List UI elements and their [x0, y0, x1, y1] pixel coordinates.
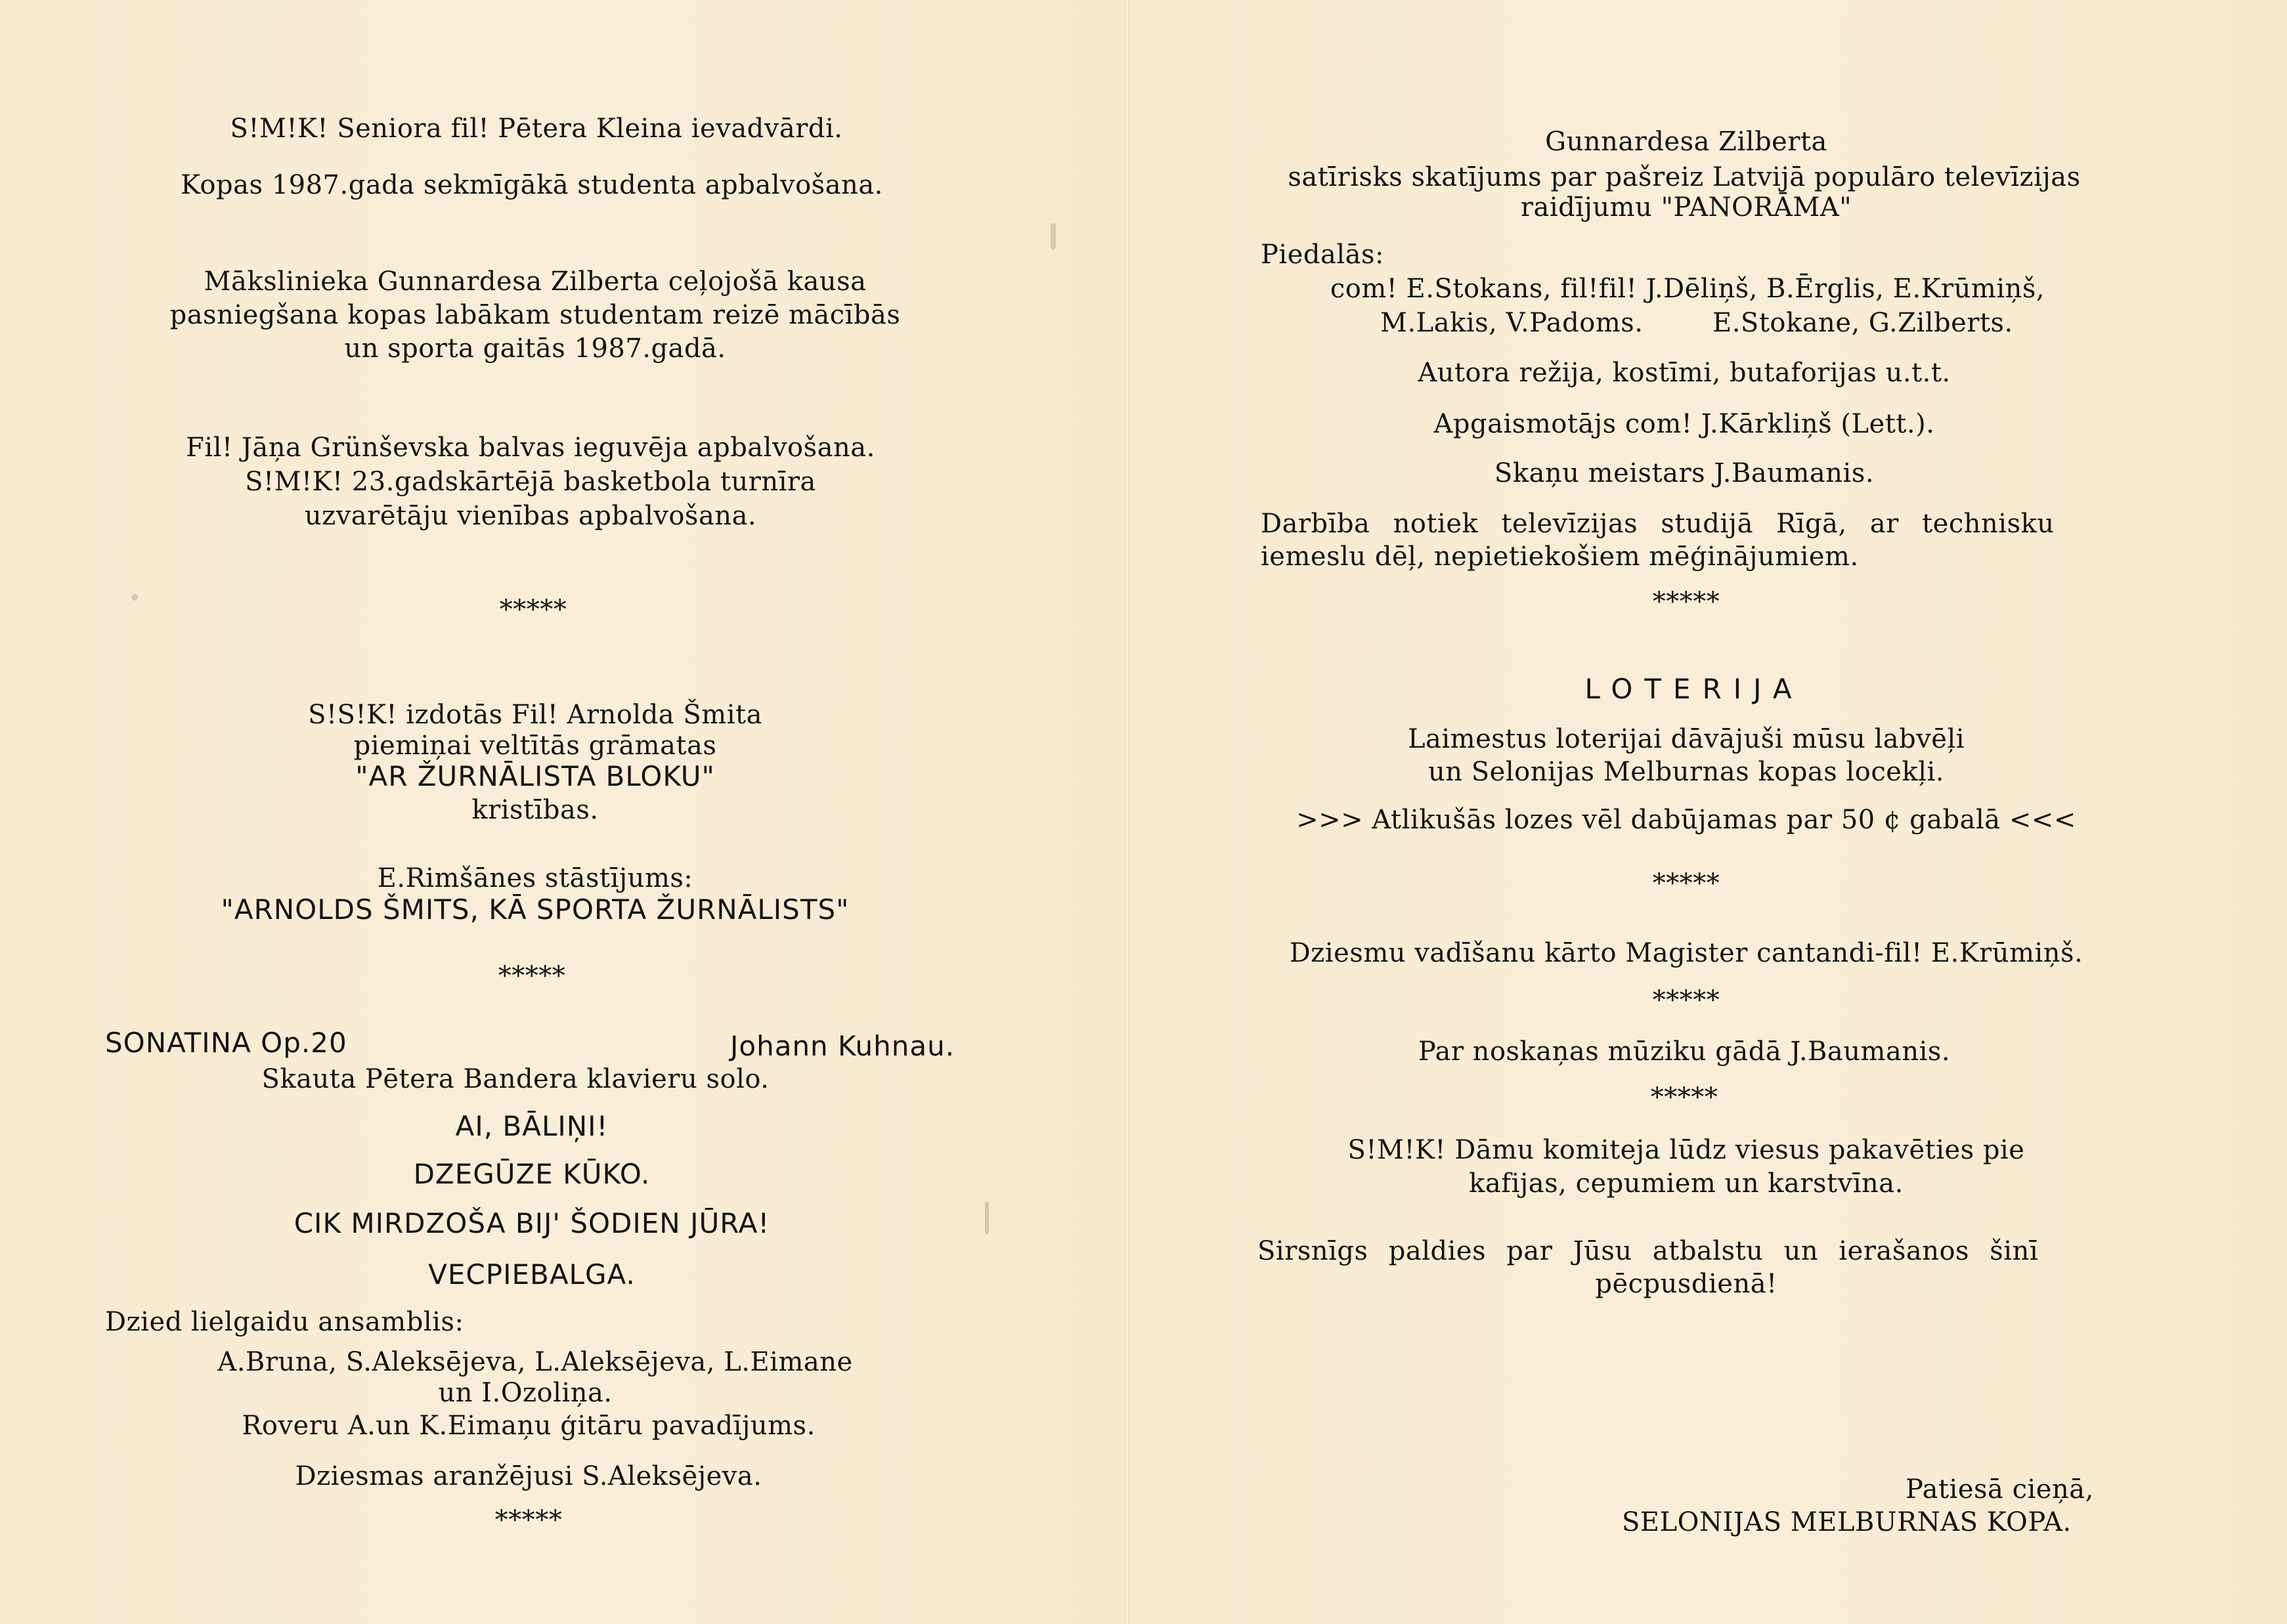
- separator: *****: [498, 961, 566, 991]
- sound-line: Skaņu meistars J.Baumanis.: [1494, 458, 1875, 488]
- arranged-line: Dziesmas aranžējusi S.Aleksējeva.: [295, 1461, 762, 1491]
- story-title: "ARNOLDS ŠMITS, KĀ SPORTA ŽURNĀLISTS": [221, 893, 850, 926]
- tickets-line: >>> Atlikušās lozes vēl dabūjamas par 50 ¢ gabalā <<<: [1296, 805, 2076, 835]
- lottery-title: LOTERIJA: [1584, 673, 1804, 705]
- ensemble-label: Dzied lielgaidu ansamblis:: [105, 1307, 464, 1337]
- music-line: Par noskaņas mūziku gādā J.Baumanis.: [1418, 1036, 1951, 1067]
- ink-speck: [985, 1201, 989, 1234]
- prize-line-1: Fil! Jāņa Grünševska balvas ieguvēja apbalvošana.: [186, 433, 875, 463]
- song-3: CIK MIRDZOŠA BIJ' ŠODIEN JŪRA!: [294, 1207, 770, 1239]
- composer: Johann Kuhnau.: [730, 1030, 955, 1062]
- signature: SELONIJAS MELBURNAS KOPA.: [1622, 1507, 2072, 1537]
- separator: *****: [494, 1505, 563, 1535]
- book-line-1: S!S!K! izdotās Fil! Arnolda Šmita: [308, 700, 762, 730]
- ink-speck: [131, 594, 138, 601]
- thanks-line-1: Sirsnīgs paldies par Jūsu atbalstu un ierašanos šinī: [1257, 1236, 2039, 1266]
- separator: *****: [1652, 587, 1720, 617]
- separator: *****: [1652, 868, 1720, 899]
- ink-speck: [1051, 223, 1056, 249]
- award-line: Kopas 1987.gada sekmīgākā studenta apbalvošana.: [181, 170, 883, 200]
- cup-line-1: Mākslinieka Gunnardesa Zilberta ceļojošā kausa: [204, 267, 867, 297]
- story-line-1: E.Rimšānes stāstījums:: [377, 863, 693, 893]
- intro-line: S!M!K! Seniora fil! Pētera Kleina ievadvārdi.: [230, 114, 843, 144]
- thanks-line-2: pēcpusdienā!: [1595, 1269, 1777, 1299]
- ladies-line-1: S!M!K! Dāmu komiteja lūdz viesus pakavēties pie: [1347, 1135, 2025, 1165]
- separator: *****: [499, 595, 567, 625]
- prize-line-2: S!M!K! 23.gadskārtējā basketbola turnīra: [245, 467, 816, 497]
- lottery-line-1: Laimestus loterijai dāvājuši mūsu labvēļi: [1407, 724, 1965, 754]
- song-1: AI, BĀLIŅI!: [455, 1110, 609, 1142]
- book-line-2: piemiņai veltītās grāmatas: [353, 731, 717, 761]
- song-2: DZEGŪZE KŪKO.: [413, 1158, 651, 1190]
- songs-lead-line: Dziesmu vadīšanu kārto Magister cantandi-fil! E.Krūmiņš.: [1289, 938, 2083, 968]
- separator: *****: [1650, 1082, 1718, 1113]
- cup-line-2: pasniegšana kopas labākam studentam reizē mācībās: [169, 300, 901, 330]
- direction-line: Autora režija, kostīmi, butaforijas u.t.t.: [1418, 358, 1951, 388]
- ensemble-line-4: Roveru A.un K.Eimaņu ģitāru pavadījums.: [242, 1411, 816, 1441]
- separator: *****: [1652, 985, 1720, 1015]
- ensemble-line-2: A.Bruna, S.Aleksējeva, L.Aleksējeva, L.Eimane: [217, 1347, 853, 1377]
- participants-line-3: E.Stokane, G.Zilberts.: [1712, 308, 2013, 338]
- prize-line-3: uzvarētāju vienības apbalvošana.: [304, 501, 757, 531]
- solo-line: Skauta Pētera Bandera klavieru solo.: [261, 1064, 770, 1094]
- action-line-2: iemeslu dēļ, nepietiekošiem mēģinājumiem.: [1261, 542, 1859, 572]
- satire-line-3: raidījumu "PANORĀMA": [1520, 192, 1852, 223]
- ladies-line-2: kafijas, cepumiem un karstvīna.: [1469, 1168, 1904, 1199]
- sonatina-title: SONATINA Op.20: [105, 1027, 347, 1059]
- book-line-4: kristības.: [471, 795, 599, 825]
- cup-line-3: un sporta gaitās 1987.gadā.: [344, 333, 726, 364]
- book-title: "AR ŽURNĀLISTA BLOKU": [355, 760, 715, 792]
- participants-label: Piedalās:: [1261, 240, 1384, 270]
- lighting-line: Apgaismotājs com! J.Kārkliņš (Lett.).: [1433, 409, 1935, 439]
- participants-line-1: com! E.Stokans, fil!fil! J.Dēliņš, B.Ērglis, E.Krūmiņš,: [1330, 274, 2045, 304]
- song-4: VECPIEBALGA.: [428, 1258, 636, 1291]
- page-fold: [1124, 0, 1129, 1624]
- satire-line-2: satīrisks skatījums par pašreiz Latvijā populāro televīzijas: [1288, 162, 2081, 192]
- closing-line: Patiesā cieņā,: [1906, 1474, 2094, 1505]
- satire-line-1: Gunnardesa Zilberta: [1545, 127, 1827, 157]
- participants-line-2: M.Lakis, V.Padoms.: [1380, 308, 1644, 338]
- ensemble-line-3: un I.Ozoliņa.: [438, 1378, 613, 1408]
- action-line-1: Darbība notiek televīzijas studijā Rīgā, ar technisku: [1261, 509, 2055, 539]
- lottery-line-2: un Selonijas Melburnas kopas locekļi.: [1428, 757, 1944, 787]
